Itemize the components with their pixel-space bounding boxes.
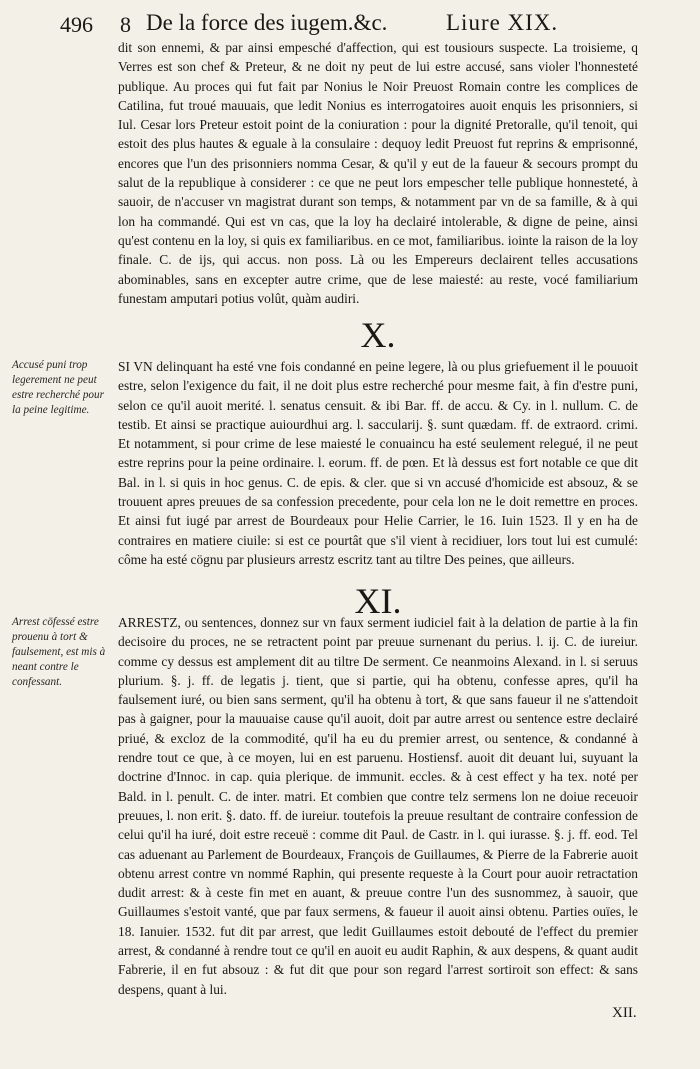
page-number: 496 (60, 12, 93, 37)
margin-note-x: Accusé puni trop legerement ne peut estre recherché pour la peine legitime. (12, 359, 104, 416)
running-title: De la force des iugem.&c. (146, 10, 388, 35)
continuation-paragraph (118, 38, 638, 308)
signature-mark: 8 (120, 12, 131, 37)
margin-note-xi: Arrest cöfessé estre prouenu à tort & faulsement, est mis à neant contre le confessant. (12, 616, 106, 688)
catchword: XII. (612, 1005, 637, 1021)
continuation-text: dit son ennemi, & par ainsi empesché d'affection, qui est tousiours suspecte. La troisieme, q Verres est son chef & Preteur, & ne doit ny peut de lui estre accusé, sans violer l'honnesteté publique. Au proces qui fut fait par Nonius le Noir Preuost Romain contre les complices de Catilina, fut troué mauuais, que ledit Nonius es interrogatoires auoit enquis les prisonniers, si Iul. Cesar lors Preteur estoit point de la coniuration : pour la dignité Pretoralle, qu'il tenoit, qui estoit des plus hautes & eguale à la consulaire : dequoy ledit Preuost fut reprins & emprisonné, encores que l'un des prisonniers nomma Cesar, & qu'il y eut de la faueur & secours prompt du salut de la republique à considerer : ce que ne peut lors empescher telle publique honnesteté, à sauoir, de n'accuser vn magistrat durant son temps, & notamment par vn de sa famille, & à qui lon ha commandé. Qui est vn cas, que la loy ha declairé intolerable, & digne de peine, ainsi qu'est contenu en la loy, si quis ex familiaribus. en ce mot, familiaribus. iointe la raison de la loy finale. C. de ijs, qui accus. non poss. Là ou les Empereurs declairent telles accusations abominables, sans en excepter autre crime, que de lese maiesté: au reste, vocé familiarium funestam amputari potius volût, quàm audiri. (118, 40, 638, 306)
running-header (60, 6, 620, 40)
section-x-text: SI VN delinquant ha esté vne fois condanné en peine legere, là ou plus griefuement il le pouuoit estre, selon l'exigence du fait, il ne doit plus estre recherché pour mesme fait, à fin d'estre puni, selon ce qu'il auoit merité. l. senatus censuit. & ibi Bar. ff. de accu. & Cy. in l. nullum. C. de testib. Et ainsi se practique auiourdhui arg. l. saccularij. §. sunt quædam. ff. de extraord. crimi. Et notamment, si pour crime de lese maiesté le conuaincu ha esté seulement relegué, il ne peut estre reprins pour la peine ordinaire. l. eorum. ff. de pœn. Et là dessus est fort notable ce que dit Bal. in l. si quis in hoc genus. C. de epis. & cler. que si vn accusé d'homicide est absouz, & se trouuent apres preuues de sa confession precedente, pour cela lon ne le doit remettre en proces. Et ainsi fut iugé par arrest de Bourdeaux pour Helie Carrier, le 16. Iuin 1523. Il y en ha de contraires en matiere ciuile: si est ce pourtât que s'il vient à recidiuer, lors tout lui est cumulé: côme ha esté cögnu par plusieurs arrestz escritz tant au tiltre Des peines, que ailleurs. (118, 359, 638, 567)
book-number: Liure XIX. (446, 10, 559, 35)
section-xi-paragraph (118, 613, 638, 999)
section-xi-text: ARRESTZ, ou sentences, donnez sur vn faux serment iudiciel fait à la delation de partie à la fin decisoire du proces, ne se retractent point par preuue surnenant du perius. l. ij. C. de iureiur. comme cy dessus est amplement dit au tiltre De serment. Ce neanmoins Alexand. in l. si seruus plurium. §. j. ff. de legatis j. tient, que si partie, qui ha obtenu, confesse apres, qu'il ha faulsement iuré, ou bien sans serment, qu'il ha obtenu à tort, & que sans faueur il ne s'attendoit pas à gaigner, pour la mauuaise cause qu'il auoit, doit par autre arrest ou sentence estre declairé priué, & excloz de la commodité, qu'il ha eu du premier arrest, ou sentence, & condanné à rendre tout ce que, à ce moyen, lui en est paruenu. Hostiensf. auoit dit deuant lui, suyuant la doctrine d'Innoc. in cap. quia plerique. de immunit. eccles. & à cest effect y ha tex. noté per Bald. in l. penult. C. de inter. matri. Et combien que contre telz sermens lon ne doiue receuoir preuues, l. non erit. §. dato. ff. de iureiur. toutefois la preuue resultant de contraire confession de celui qu'il ha iuré, doit estre receuë : comme dit Paul. de Castr. in l. qui iurasse. §. j. ff. eod. Tel cas aduenant au Parlement de Bourdeaux, François de Guillaumes, & Pierre de la Fabrerie auoit obtenu arrest contre vn nommé Raphin, qui presente requeste à la Court pour auoir retractation dudit arrest: & à ceste fin met en auant, & preuue contre l'un des susnommez, à sauoir, que Guillaumes s'estoit vanté, que par faux sermens, & faueur il auoit ainsi obtenu. Parties ouïes, le 18. Ianuier. 1532. fut dit par arrest, que ledit Guillaumes estoit debouté de l'effect du premier arrest, & condanné à rendre tout ce qu'il en auoit eu audit Raphin, & aux despens, & quant audit Fabrerie, il en fut absouz : & fut dit que pour son regard l'arrest sortiroit son effect: & sans despens, quant à lui. (118, 615, 638, 997)
section-heading-x: X. (360, 315, 396, 355)
section-heading-xi: XI. (354, 581, 402, 621)
section-x-paragraph (118, 357, 638, 569)
